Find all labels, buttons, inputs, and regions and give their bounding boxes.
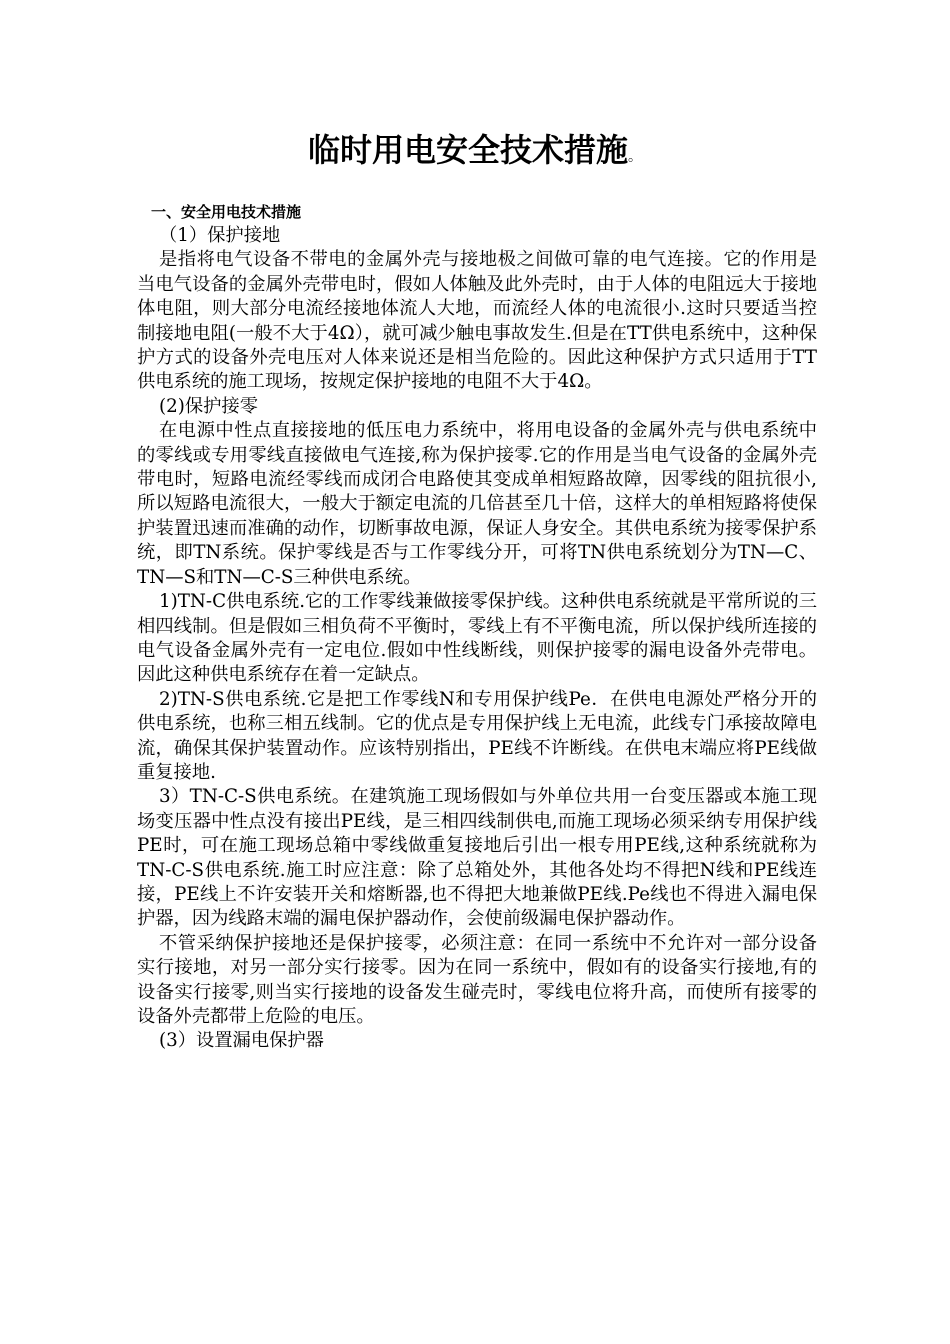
section-heading: 一、安全用电技术措施: [151, 203, 302, 221]
paragraph-protective-neutral: 在电源中性点直接接地的低压电力系统中，将用电设备的金属外壳与供电系统中的零线或专用零线直接做电气连接,称为保护接零.它的作用是当电气设备的金属外壳带电时，短路电流经零线而成闭合电路使其变成单相短路故障，因零线的阻抗很小,所以短路电流很大，一般大于额定电流的几倍甚至几十倍，这样大的单相短路将使保护装置迅速而准确的动作，切断事故电源，保证人身安全。其供电系统为接零保护系统，即TN系统。保护零线是否与工作零线分开，可将TN供电系统划分为TN—C、TN—S和TN—C-S三种供电系统。: [137, 420, 817, 588]
document-body: [137, 224, 817, 1054]
subheading-protective-grounding: （1）保护接地: [158, 225, 281, 246]
title-text: 临时用电安全技术措施: [307, 131, 628, 169]
paragraph-tn-s: 2)TN-S供电系统.它是把工作零线N和专用保护线Pe．在供电电源处严格分开的供电系统，也称三相五线制。它的优点是专用保护线上无电流，此线专门承接故障电流，确保其保护装置动作。应该特别指出，PE线不许断线。在供电末端应将PE线做重复接地.: [137, 688, 817, 783]
subheading-leakage-protector: (3）设置漏电保护器: [158, 1030, 324, 1052]
paragraph-protective-grounding: 是指将电气设备不带电的金属外壳与接地极之间做可靠的电气连接。它的作用是当电气设备的金属外壳带电时，假如人体触及此外壳时，由于人体的电阻远大于接地体电阻，则大部分电流经接地体流人大地，而流经人体的电流很小.这时只要适当控制接地电阻(一般不大于4Ω），就可减少触电事故发生.但是在TT供电系统中，这种保护方式的设备外壳电压对人体来说还是相当危险的。因此这种保护方式只适用于TT供电系统的施工现场，按规定保护接地的电阻不大于4Ω。: [137, 249, 817, 393]
paragraph-tn-c: 1)TN-C供电系统.它的工作零线兼做接零保护线。这种供电系统就是平常所说的三相四线制。但是假如三相负荷不平衡时，零线上有不平衡电流，所以保护线所连接的电气设备金属外壳有一定电位.假如中性线断线，则保护接零的漏电设备外壳带电。因此这种供电系统存在着一定缺点。: [137, 591, 817, 686]
subheading-protective-neutral: (2)保护接零: [158, 395, 258, 417]
title-mark: 。: [628, 149, 642, 165]
document-title: [0, 128, 950, 179]
paragraph-tn-c-s: 3）TN-C-S供电系统。在建筑施工现场假如与外单位共用一台变压器或本施工现场变压器中性点没有接出PE线，是三相四线制供电,而施工现场必须采纳专用保护线PE时，可在施工现场总箱中零线做重复接地后引出一根专用PE线,这种系统就称为TN-C-S供电系统.施工时应注意：除了总箱处外，其他各处均不得把N线和PE线连接，PE线上不许安装开关和熔断器,也不得把大地兼做PE线.Pe线也不得进入漏电保护器，因为线路末端的漏电保护器动作，会使前级漏电保护器动作。: [137, 786, 817, 930]
paragraph-note: 不管采纳保护接地还是保护接零，必须注意：在同一系统中不允许对一部分设备实行接地，对另一部分实行接零。因为在同一系统中，假如有的设备实行接地,有的设备实行接零,则当实行接地的设备发生碰壳时，零线电位将升高，而使所有接零的设备外壳都带上危险的电压。: [137, 932, 817, 1027]
